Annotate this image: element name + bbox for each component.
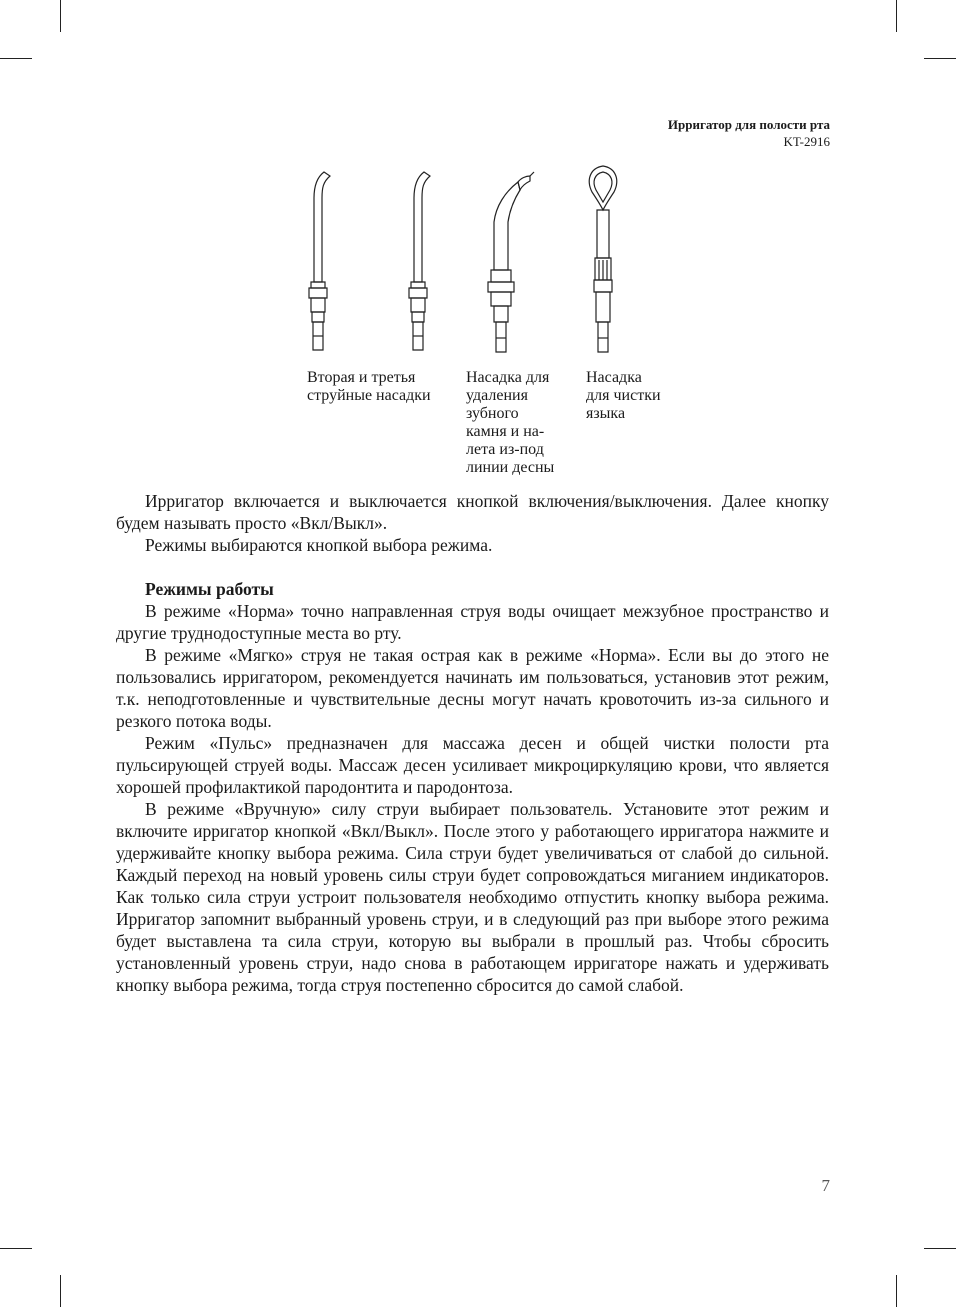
- caption-line: для чистки: [586, 387, 661, 404]
- crop-mark: [60, 1275, 61, 1307]
- page-number: 7: [821, 1176, 830, 1195]
- paragraph: Режим «Пульс» предназначен для массажа десен и общей чистки полости рта пульсирующей струей воды. Массаж десен усиливает микроциркуляцию крови, что является хорошей профилактикой пародонтита и пародонтоза.: [116, 733, 829, 797]
- caption-tongue-nozzle: [586, 369, 661, 423]
- nozzles-illustration: [0, 0, 956, 370]
- section-heading: Режимы работы: [145, 579, 274, 599]
- modes-section: [116, 578, 829, 996]
- paragraph: Ирригатор включается и выключается кнопкой включения/выключения. Далее кнопку будем называть просто «Вкл/Выкл».: [116, 491, 829, 533]
- crop-mark: [0, 1248, 32, 1249]
- caption-line: лета из-под: [466, 441, 544, 458]
- caption-line: удаления: [466, 387, 528, 404]
- caption-line: струйные насадки: [307, 387, 431, 404]
- caption-jet-nozzles: [307, 369, 431, 405]
- paragraph: В режиме «Норма» точно направленная струя воды очищает межзубное пространство и другие труднодоступные места во рту.: [116, 601, 829, 643]
- periodontal-nozzle-icon: [488, 172, 534, 352]
- caption-line: зубного: [466, 405, 519, 422]
- caption-periodontal-nozzle: [466, 369, 554, 477]
- header-title: Ирригатор для полости рта: [667, 117, 830, 132]
- crop-mark: [896, 1275, 897, 1307]
- crop-mark: [924, 1248, 956, 1249]
- caption-line: линии десны: [466, 459, 555, 476]
- caption-line: камня и на-: [466, 423, 545, 440]
- jet-nozzle-icon: [409, 172, 430, 350]
- paragraph: В режиме «Вручную» силу струи выбирает пользователь. Установите этот режим и включите ирригатор кнопкой «Вкл/Выкл». После этого у работающего ирригатора нажмите и удерживайте кнопку выбора режима. Сила струи будет увеличиваться от слабой до сильной. Каждый переход на новый уровень силы струи будет сопровождаться миганием индикаторов. Как только сила струи устроит пользователя необходимо отпустить кнопку выбора режима. Ирригатор запомнит выбранный уровень струи, и в следующий раз при выборе этого режима будет выставлена та сила струи, которую вы выбрали в прошлый раз. Чтобы сбросить установленный уровень струи, надо снова в работающем ирригаторе нажать и удерживать кнопку выбора режима, тогда струя постепенно сбросится до самой слабой.: [116, 799, 829, 995]
- caption-line: Насадка для: [466, 369, 550, 386]
- header-model: KT-2916: [783, 134, 830, 149]
- caption-line: языка: [586, 405, 626, 422]
- paragraph: В режиме «Мягко» струя не такая острая как в режиме «Норма». Если вы до этого не пользовались ирригатором, рекомендуется начинать им пользоваться, установив этот режим, т.к. неподготовленные и чувствительные десны могут начать кровоточить из-за сильного и резкого потока воды.: [116, 645, 829, 731]
- tongue-cleaner-nozzle-icon: [589, 166, 616, 352]
- intro-text: [116, 490, 829, 556]
- caption-line: Вторая и третья: [307, 369, 416, 386]
- paragraph: Режимы выбираются кнопкой выбора режима.: [145, 535, 493, 555]
- jet-nozzle-icon: [309, 172, 330, 350]
- caption-line: Насадка: [586, 369, 642, 386]
